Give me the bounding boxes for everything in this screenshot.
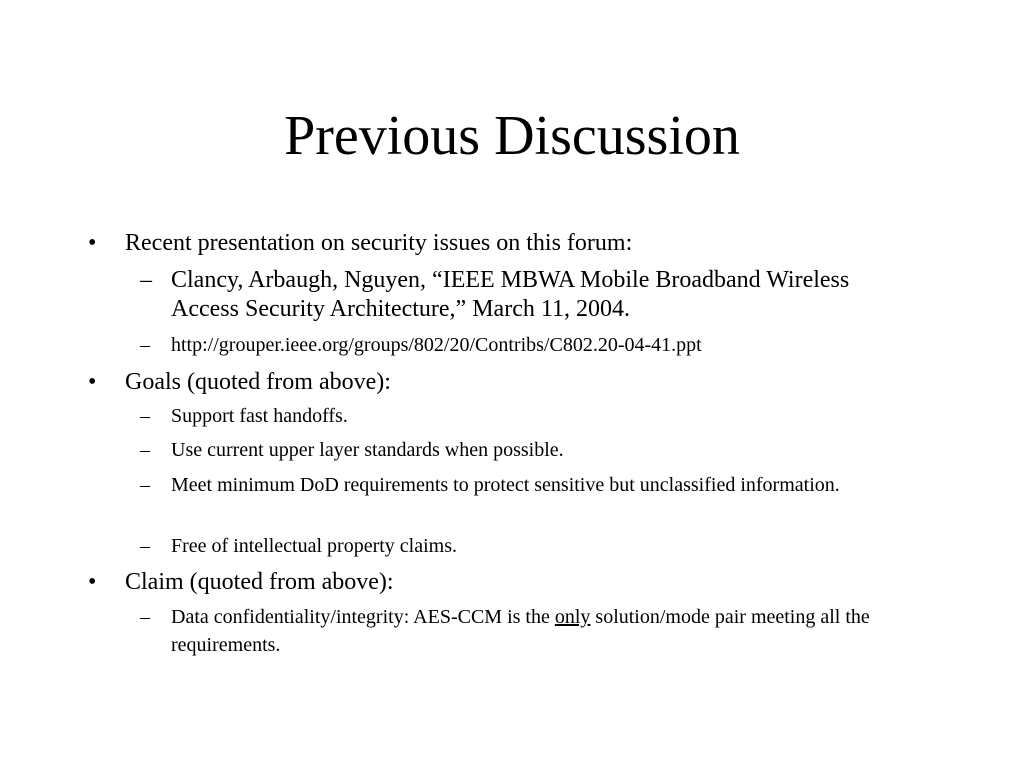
bullet-marker: • bbox=[88, 569, 97, 595]
sub-bullet-text: Clancy, Arbaugh, Nguyen, “IEEE MBWA Mobile Broadband Wireless Access Security Architecture,” March 11, 2004. bbox=[171, 267, 850, 322]
bullet-marker: • bbox=[88, 230, 97, 256]
emphasis-underlined-word: only bbox=[554, 606, 591, 628]
bullet-text: Recent presentation on security issues on this forum: bbox=[125, 230, 633, 256]
sub-bullet-text: Meet minimum DoD requirements to protect sensitive but unclassified information. bbox=[171, 474, 840, 496]
dash-marker: – bbox=[140, 405, 150, 427]
dash-marker: – bbox=[140, 606, 150, 628]
dash-marker: – bbox=[140, 334, 150, 356]
sub-bullet-text: http://grouper.ieee.org/groups/802/20/Contribs/C802.20-04-41.ppt bbox=[171, 334, 702, 356]
bullet-text: Goals (quoted from above): bbox=[125, 369, 391, 395]
sub-bullet-text bbox=[171, 603, 921, 659]
sub-bullet-text: Use current upper layer standards when possible. bbox=[171, 439, 564, 461]
bullet-marker: • bbox=[88, 369, 97, 395]
dash-marker: – bbox=[140, 535, 150, 557]
slide-title: Previous Discussion bbox=[284, 105, 740, 167]
dash-marker: – bbox=[140, 474, 150, 496]
dash-marker: – bbox=[140, 267, 152, 293]
sub-bullet-text: Support fast handoffs. bbox=[171, 405, 348, 427]
dash-marker: – bbox=[140, 439, 150, 461]
sub-bullet-text-before: Data confidentiality/integrity: AES-CCM is the bbox=[171, 606, 555, 628]
bullet-text: Claim (quoted from above): bbox=[125, 569, 394, 595]
sub-bullet-text-after: solution/mode pair meeting all the requirements. bbox=[171, 606, 870, 656]
sub-bullet-text: Free of intellectual property claims. bbox=[171, 535, 458, 557]
